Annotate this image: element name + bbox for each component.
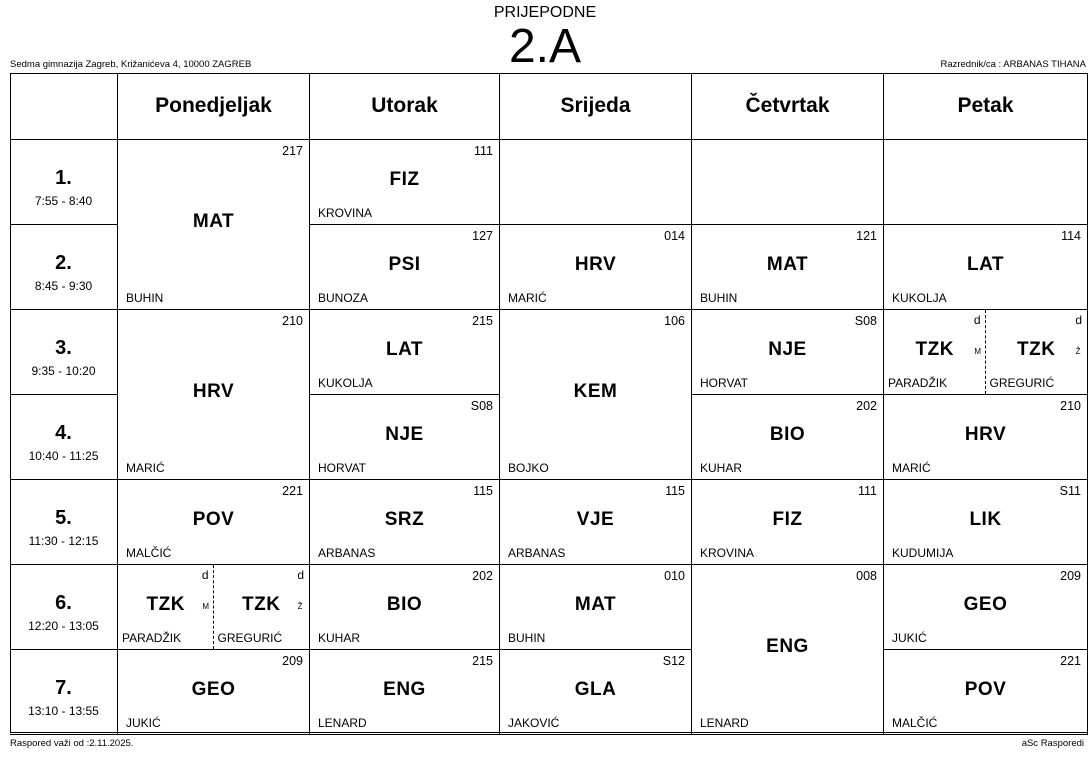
lesson-teacher: KUKOLJA [892, 291, 947, 305]
lesson-teacher: JUKIĆ [126, 716, 161, 730]
lesson-cell [310, 565, 500, 650]
lesson-cell [118, 480, 310, 565]
lesson-cell [500, 310, 692, 480]
period-number: 5. [55, 507, 72, 529]
lesson-subject: MAT [574, 593, 617, 615]
period-time: 9:35 - 10:20 [31, 364, 96, 378]
lesson-subject: LAT [385, 338, 424, 360]
lesson-teacher: PARADŽIK [888, 376, 948, 390]
lesson-teacher: KROVINA [318, 206, 373, 220]
subject-code: TZK [915, 338, 954, 360]
lesson-cell [310, 480, 500, 565]
split-group-lesson [985, 310, 1088, 394]
period-time: 10:40 - 11:25 [28, 449, 99, 463]
lesson-cell [692, 480, 884, 565]
lesson-room: 114 [1061, 229, 1081, 243]
lesson-room: S11 [1059, 484, 1081, 498]
lesson-room: 221 [1060, 654, 1081, 668]
lesson-subject: KEM [573, 381, 618, 402]
lesson-subject: FIZ [389, 168, 420, 190]
lesson-teacher: MARIĆ [892, 461, 931, 475]
lesson-room: S08 [854, 314, 877, 328]
lesson-room: 210 [282, 314, 303, 328]
lesson-room: 121 [856, 229, 877, 243]
lesson-room: 010 [664, 569, 685, 583]
lesson-teacher: KUDUMIJA [892, 546, 954, 560]
lesson-room: 115 [473, 484, 493, 498]
split-group-lesson [884, 310, 986, 394]
period-time: 7:55 - 8:40 [34, 194, 93, 208]
period-time: 13:10 - 13:55 [28, 704, 99, 718]
lesson-subject: SRZ [384, 508, 425, 530]
lesson-cell [692, 310, 884, 395]
period-time: 8:45 - 9:30 [34, 279, 93, 293]
lesson-teacher: PARADŽIK [122, 631, 182, 645]
period-number: 1. [55, 167, 72, 189]
lesson-cell [692, 565, 884, 735]
class-title: 2.A [508, 20, 582, 73]
lesson-teacher: LENARD [700, 716, 749, 730]
lesson-cell [884, 480, 1088, 565]
lesson-room: S12 [662, 654, 685, 668]
lesson-subject [986, 339, 1088, 361]
lesson-subject: HRV [574, 253, 617, 275]
lesson-teacher: BUHIN [126, 291, 164, 305]
period-cell-7 [10, 650, 118, 735]
lesson-teacher: BUHIN [508, 631, 546, 645]
lesson-cell [310, 140, 500, 225]
lesson-room: d [201, 568, 209, 582]
period-time: 11:30 - 12:15 [28, 534, 99, 548]
group-label: M [202, 601, 210, 611]
lesson-cell [118, 310, 310, 480]
lesson-room: 111 [473, 144, 493, 158]
group-label: Ž [297, 601, 303, 611]
lesson-teacher: BUHIN [700, 291, 738, 305]
lesson-cell [500, 225, 692, 310]
day-header-3: Četvrtak [692, 73, 884, 140]
lesson-subject: GLA [574, 678, 617, 700]
lesson-cell [310, 395, 500, 480]
lesson-room: 008 [856, 569, 877, 583]
valid-from-note: Raspored važi od :2.11.2025. [10, 738, 134, 749]
lesson-room: 221 [282, 484, 303, 498]
lesson-room: d [973, 313, 981, 327]
lesson-room: 202 [472, 569, 493, 583]
lesson-teacher: LENARD [318, 716, 367, 730]
lesson-cell [310, 225, 500, 310]
lesson-room: d [297, 568, 304, 582]
group-label: M [974, 346, 982, 356]
empty-slot [884, 140, 1088, 225]
lesson-teacher: MALČIĆ [892, 716, 938, 730]
grid-corner [10, 73, 118, 140]
empty-slot [500, 140, 692, 225]
lesson-cell [692, 225, 884, 310]
lesson-teacher: JUKIĆ [892, 631, 927, 645]
lesson-subject: FIZ [772, 508, 803, 530]
lesson-room: 106 [664, 314, 685, 328]
lesson-subject: MAT [192, 211, 235, 232]
lesson-cell [310, 650, 500, 735]
lesson-room: 014 [664, 229, 685, 243]
period-number: 7. [55, 677, 72, 699]
lesson-teacher: BOJKO [508, 461, 549, 475]
period-cell-4 [10, 395, 118, 480]
lesson-room: 127 [472, 229, 493, 243]
lesson-subject: VJE [576, 508, 615, 530]
lesson-cell [310, 310, 500, 395]
lesson-teacher: MARIĆ [126, 461, 165, 475]
lesson-subject: ENG [383, 678, 426, 700]
lesson-room: 111 [857, 484, 877, 498]
period-time: 12:20 - 13:05 [28, 619, 99, 633]
lesson-teacher: HORVAT [700, 376, 749, 390]
lesson-cell [884, 565, 1088, 650]
lesson-teacher: BUNOZA [318, 291, 369, 305]
lesson-teacher: ARBANAS [508, 546, 566, 560]
day-header-1: Utorak [310, 73, 500, 140]
lesson-room: d [1075, 313, 1082, 327]
empty-slot [692, 140, 884, 225]
lesson-teacher: MALČIĆ [126, 546, 172, 560]
period-number: 3. [55, 337, 72, 359]
lesson-subject: LAT [966, 253, 1005, 275]
lesson-cell [500, 480, 692, 565]
lesson-cell [884, 395, 1088, 480]
day-header-2: Srijeda [500, 73, 692, 140]
lesson-cell [500, 650, 692, 735]
split-group-lesson [213, 565, 310, 649]
lesson-teacher: JAKOVIĆ [508, 716, 560, 730]
lesson-teacher: GREGURIĆ [217, 631, 283, 645]
period-number: 4. [55, 422, 72, 444]
lesson-teacher: MARIĆ [508, 291, 547, 305]
lesson-room: 115 [665, 484, 685, 498]
lesson-subject: NJE [768, 338, 807, 360]
lesson-teacher: KUHAR [318, 631, 361, 645]
school-info: Sedma gimnazija Zagreb, Križanićeva 4, 10000 ZAGREB [10, 59, 252, 70]
lesson-subject: POV [192, 508, 235, 530]
lesson-subject [118, 594, 214, 616]
lesson-room: 217 [282, 144, 303, 158]
period-number: 6. [55, 592, 72, 614]
homeroom-teacher: Razrednik/ca : ARBANAS TIHANA [940, 59, 1086, 70]
lesson-room: 215 [472, 314, 493, 328]
lesson-subject: HRV [192, 381, 235, 402]
lesson-subject [884, 339, 986, 361]
lesson-room: 209 [1060, 569, 1081, 583]
day-header-0: Ponedjeljak [118, 73, 310, 140]
lesson-subject: ENG [766, 636, 809, 657]
lesson-cell [884, 225, 1088, 310]
vendor-note: aSc Rasporedi [1021, 738, 1084, 749]
group-label: Ž [1075, 346, 1081, 356]
lesson-cell [884, 310, 1088, 395]
lesson-cell [692, 395, 884, 480]
lesson-room: 215 [472, 654, 493, 668]
lesson-subject: POV [964, 678, 1007, 700]
lesson-subject: BIO [769, 423, 806, 445]
lesson-room: 209 [282, 654, 303, 668]
period-cell-5 [10, 480, 118, 565]
shift-label: PRIJEPODNE [493, 4, 597, 21]
lesson-room: 202 [856, 399, 877, 413]
lesson-cell [118, 565, 310, 650]
lesson-subject: MAT [766, 253, 809, 275]
lesson-room: S08 [470, 399, 493, 413]
day-header-4: Petak [884, 73, 1088, 140]
timetable-grid [10, 73, 1088, 733]
lesson-subject: GEO [963, 593, 1008, 615]
lesson-subject: BIO [386, 593, 423, 615]
lesson-teacher: KUHAR [700, 461, 743, 475]
period-number: 2. [55, 252, 72, 274]
period-cell-6 [10, 565, 118, 650]
lesson-cell [118, 140, 310, 310]
lesson-room: 210 [1060, 399, 1081, 413]
lesson-subject [214, 594, 310, 616]
lesson-cell [118, 650, 310, 735]
split-group-lesson [118, 565, 214, 649]
lesson-cell [884, 650, 1088, 735]
lesson-teacher: KROVINA [700, 546, 755, 560]
subject-code: TZK [242, 593, 281, 615]
lesson-subject: PSI [388, 253, 421, 275]
lesson-teacher: ARBANAS [318, 546, 376, 560]
subject-code: TZK [146, 593, 185, 615]
subject-code: TZK [1017, 338, 1056, 360]
period-cell-3 [10, 310, 118, 395]
lesson-subject: GEO [191, 678, 236, 700]
lesson-cell [500, 565, 692, 650]
period-cell-2 [10, 225, 118, 310]
lesson-teacher: HORVAT [318, 461, 367, 475]
lesson-subject: NJE [385, 423, 424, 445]
lesson-subject: HRV [964, 423, 1007, 445]
lesson-teacher: GREGURIĆ [989, 376, 1055, 390]
lesson-subject: LIK [969, 508, 1002, 530]
lesson-teacher: KUKOLJA [318, 376, 373, 390]
period-cell-1 [10, 140, 118, 225]
